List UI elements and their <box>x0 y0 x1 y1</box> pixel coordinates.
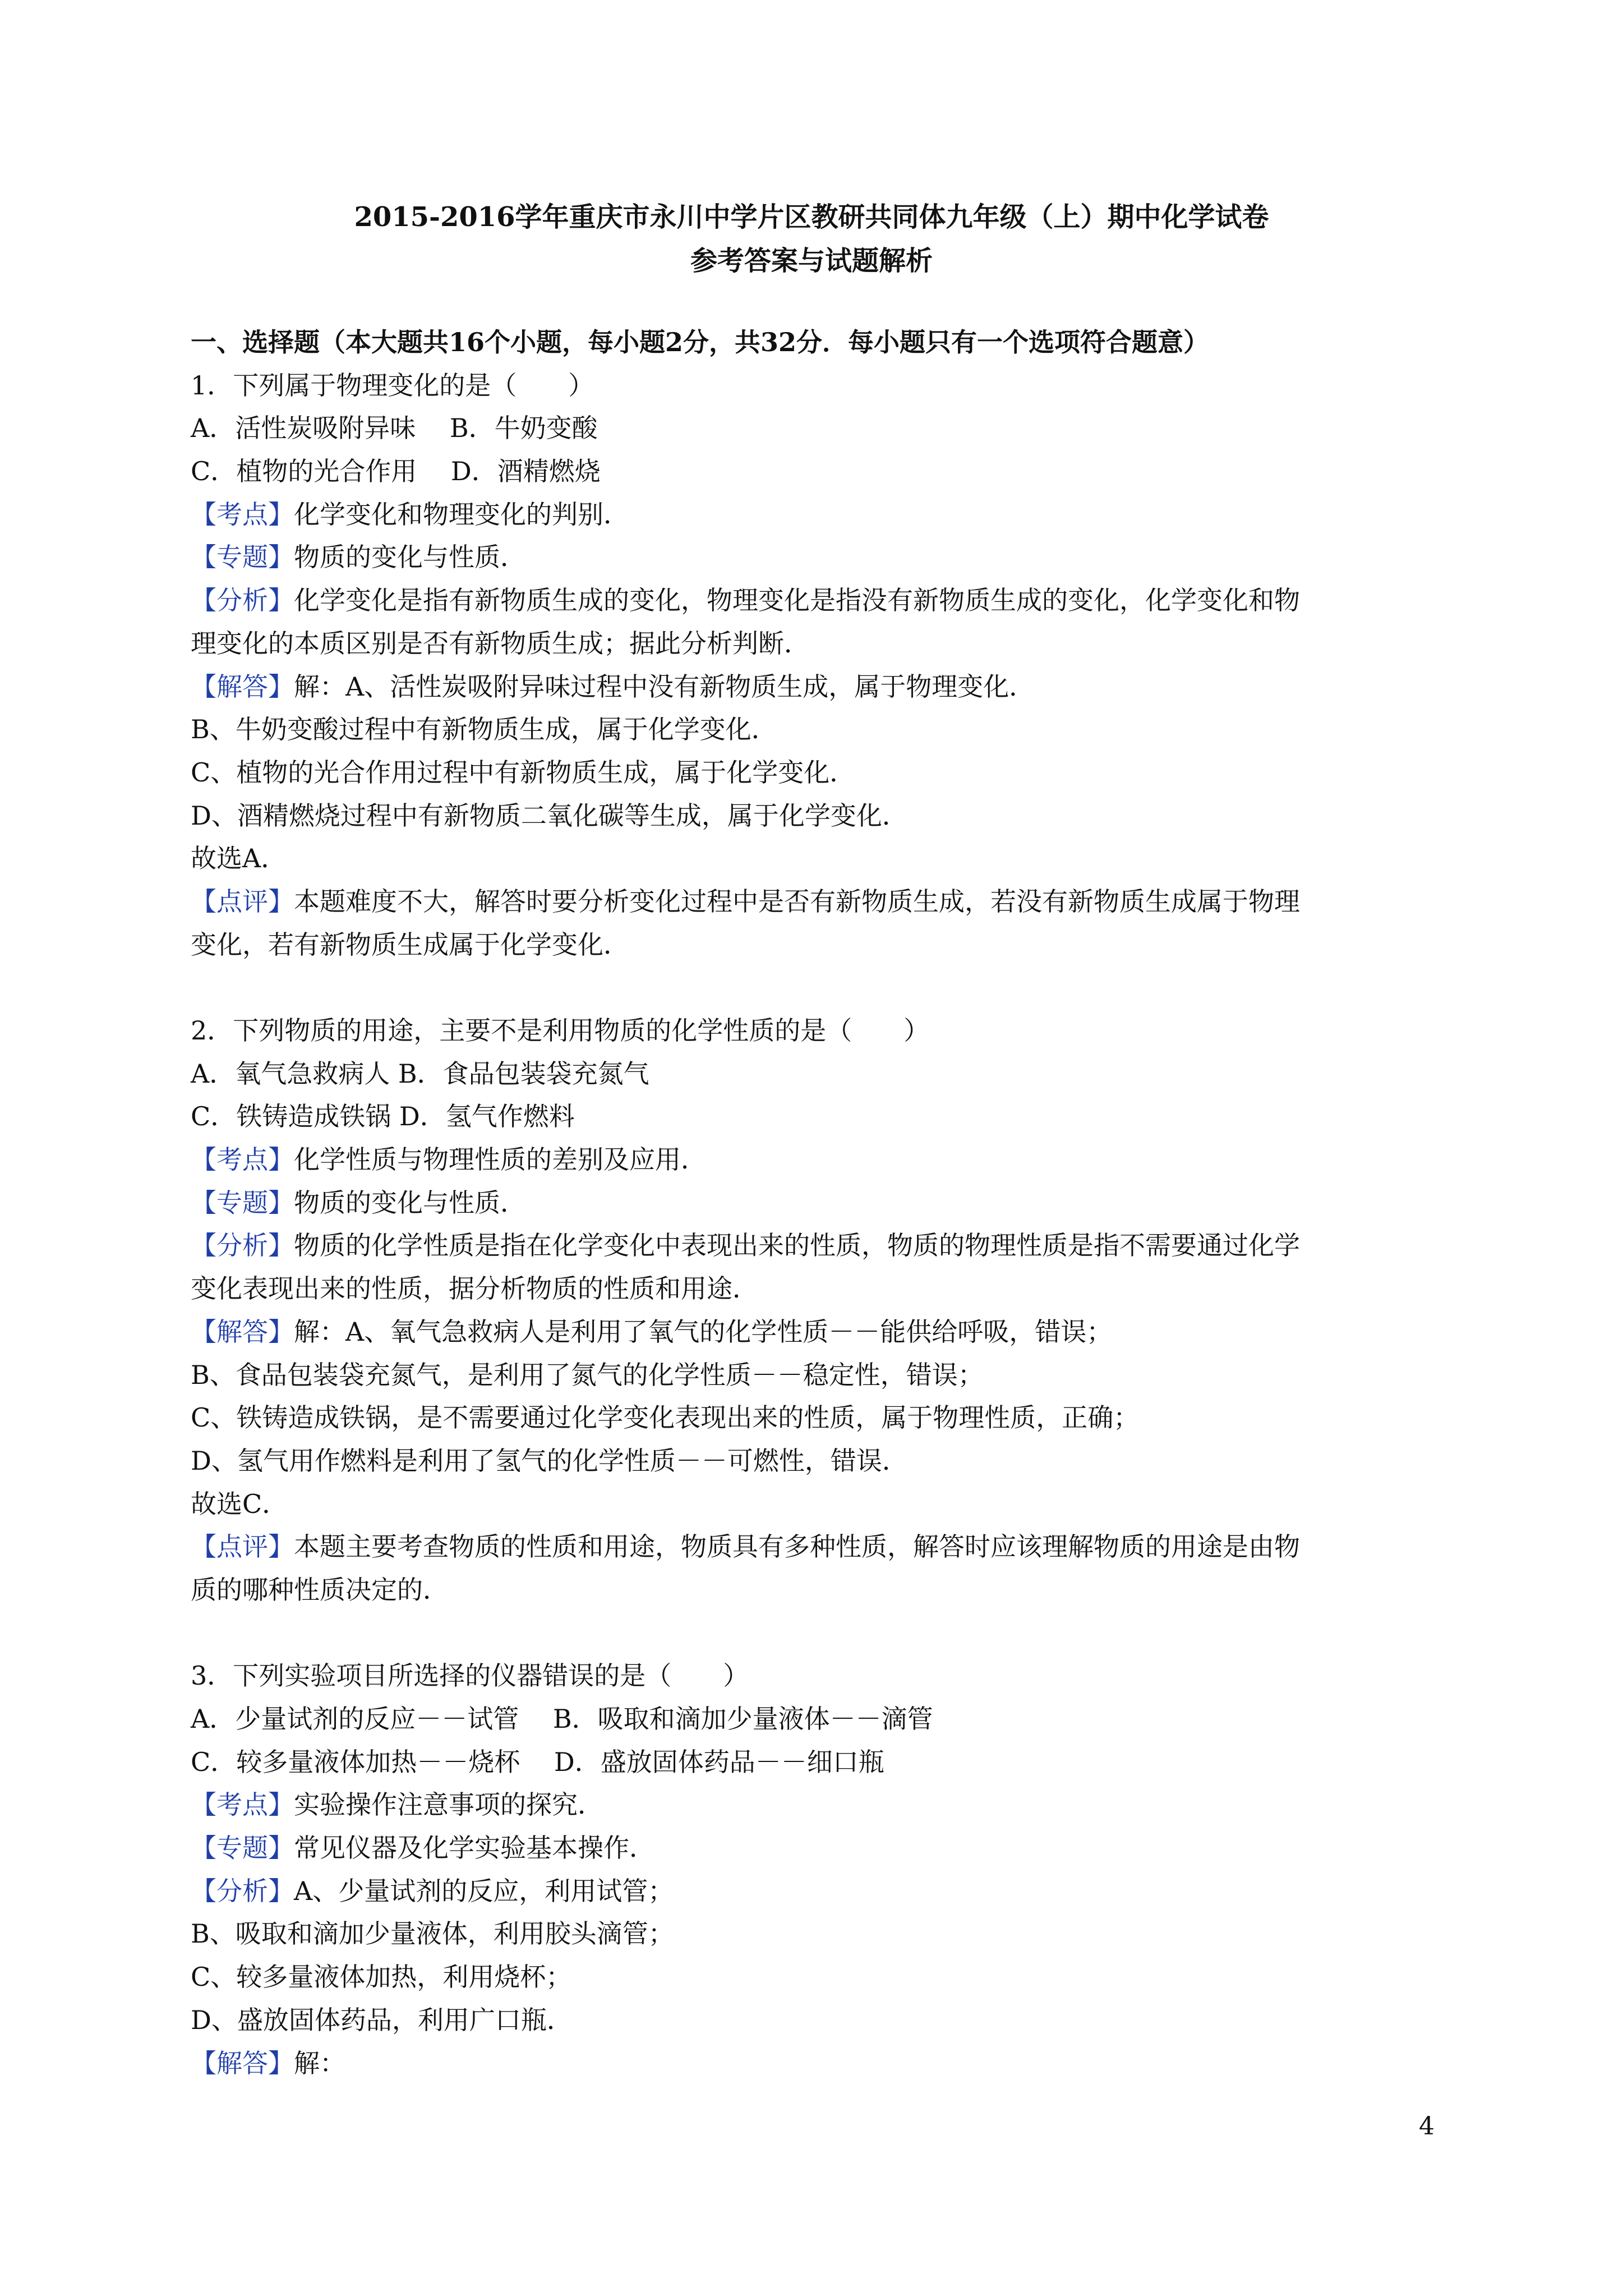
jieda-label: 【解答】 <box>191 1316 294 1347</box>
q2-kaodian <box>191 1138 1447 1181</box>
q1-kaodian-text: 化学变化和物理变化的判别． <box>294 499 629 530</box>
fenxi-label: 【分析】 <box>191 1230 294 1261</box>
q1-fenxi-text: 化学变化是指有新物质生成的变化，物理变化是指没有新物质生成的变化，化学变化和物 <box>294 585 1300 616</box>
q3-fenxi-c: C、较多量液体加热，利用烧杯； <box>191 1962 572 1993</box>
q3-stem: 3．下列实验项目所选择的仪器错误的是（ ） <box>191 1660 749 1691</box>
q2-kaodian-text: 化学性质与物理性质的差别及应用． <box>294 1144 707 1175</box>
q3-fenxi-text: A、少量试剂的反应，利用试管； <box>294 1875 674 1906</box>
q3-options-row2: C．较多量液体加热－－烧杯 D．盛放固体药品－－细口瓶 <box>191 1746 884 1777</box>
q2-fenxi <box>191 1224 1447 1267</box>
q1-answer: 故选A． <box>191 843 287 874</box>
q1-jieda <box>191 665 1447 708</box>
q1-zhuanti-text: 物质的变化与性质． <box>294 542 526 573</box>
dianping-label: 【点评】 <box>191 1531 294 1562</box>
q1-fenxi-cont: 理变化的本质区别是否有新物质生成；据此分析判断． <box>191 628 810 659</box>
document-body <box>191 321 1447 2085</box>
kaodian-label: 【考点】 <box>191 1144 294 1175</box>
q2-dianping-text: 本题主要考查物质的性质和用途，物质具有多种性质，解答时应该理解物质的用途是由物 <box>294 1531 1300 1562</box>
q1-stem: 1．下列属于物理变化的是（ ） <box>191 370 594 401</box>
q1-fenxi <box>191 579 1447 622</box>
q3-fenxi-d: D、盛放固体药品，利用广口瓶． <box>191 2004 573 2035</box>
q1-options-row2: C．植物的光合作用 D．酒精燃烧 <box>191 456 601 487</box>
q3-zhuanti <box>191 1826 1447 1870</box>
q3-jieda-text: 解： <box>294 2047 345 2078</box>
q2-dianping-cont: 质的哪种性质决定的． <box>191 1574 449 1605</box>
q2-options-row2: C．铁铸造成铁锅 D．氢气作燃料 <box>191 1101 575 1132</box>
q1-jieda-d: D、酒精燃烧过程中有新物质二氧化碳等生成，属于化学变化． <box>191 800 908 831</box>
q3-zhuanti-text: 常见仪器及化学实验基本操作． <box>294 1833 655 1864</box>
q2-zhuanti-text: 物质的变化与性质． <box>294 1187 526 1218</box>
q1-dianping <box>191 880 1447 923</box>
zhuanti-label: 【专题】 <box>191 1833 294 1864</box>
spacer <box>191 1612 1447 1655</box>
q1-jieda-b: B、牛奶变酸过程中有新物质生成，属于化学变化． <box>191 714 777 745</box>
q1-options-row1: A．活性炭吸附异味 B．牛奶变酸 <box>191 413 598 444</box>
q1-dianping-text: 本题难度不大，解答时要分析变化过程中是否有新物质生成，若没有新物质生成属于物理 <box>294 886 1300 917</box>
jieda-label: 【解答】 <box>191 671 294 702</box>
q1-jieda-text: 解：A、活性炭吸附异味过程中没有新物质生成，属于物理变化． <box>294 671 1035 702</box>
q1-zhuanti <box>191 536 1447 579</box>
dianping-label: 【点评】 <box>191 886 294 917</box>
q3-fenxi-b: B、吸取和滴加少量液体，利用胶头滴管； <box>191 1918 674 1949</box>
q2-zhuanti <box>191 1181 1447 1225</box>
q2-answer: 故选C． <box>191 1488 288 1519</box>
page-number: 4 <box>1419 2112 1435 2141</box>
q2-jieda-c: C、铁铸造成铁锅，是不需要通过化学变化表现出来的性质，属于物理性质，正确； <box>191 1402 1140 1433</box>
q1-jieda-c: C、植物的光合作用过程中有新物质生成，属于化学变化． <box>191 757 856 788</box>
q2-jieda <box>191 1310 1447 1354</box>
fenxi-label: 【分析】 <box>191 585 294 616</box>
zhuanti-label: 【专题】 <box>191 542 294 573</box>
q2-options-row1: A．氧气急救病人 B．食品包装袋充氮气 <box>191 1058 649 1089</box>
q2-jieda-text: 解：A、氧气急救病人是利用了氧气的化学性质－－能供给呼吸，错误； <box>294 1316 1113 1347</box>
q2-dianping <box>191 1525 1447 1568</box>
q2-jieda-b: B、食品包装袋充氮气，是利用了氮气的化学性质－－稳定性，错误； <box>191 1359 984 1390</box>
q1-kaodian <box>191 493 1447 536</box>
q2-fenxi-text: 物质的化学性质是指在化学变化中表现出来的性质，物质的物理性质是指不需要通过化学 <box>294 1230 1300 1261</box>
kaodian-label: 【考点】 <box>191 499 294 530</box>
title-block <box>0 195 1623 283</box>
kaodian-label: 【考点】 <box>191 1789 294 1820</box>
spacer <box>191 966 1447 1009</box>
q3-options-row1: A．少量试剂的反应－－试管 B．吸取和滴加少量液体－－滴管 <box>191 1704 933 1734</box>
q2-jieda-d: D、氢气用作燃料是利用了氢气的化学性质－－可燃性，错误． <box>191 1445 908 1476</box>
document-title: 2015-2016学年重庆市永川中学片区教研共同体九年级（上）期中化学试卷 <box>354 201 1269 233</box>
q3-fenxi <box>191 1870 1447 1913</box>
q1-dianping-cont: 变化，若有新物质生成属于化学变化． <box>191 929 629 960</box>
q2-fenxi-cont: 变化表现出来的性质，据分析物质的性质和用途． <box>191 1273 758 1304</box>
q3-jieda <box>191 2042 1447 2085</box>
zhuanti-label: 【专题】 <box>191 1187 294 1218</box>
q3-kaodian-text: 实验操作注意事项的探究． <box>294 1789 603 1820</box>
fenxi-label: 【分析】 <box>191 1875 294 1906</box>
document-subtitle: 参考答案与试题解析 <box>690 245 933 277</box>
jieda-label: 【解答】 <box>191 2047 294 2078</box>
q3-kaodian <box>191 1783 1447 1826</box>
q2-stem: 2．下列物质的用途，主要不是利用物质的化学性质的是（ ） <box>191 1015 930 1046</box>
section-heading: 一、选择题（本大题共16个小题，每小题2分，共32分．每小题只有一个选项符合题意） <box>191 327 1210 357</box>
